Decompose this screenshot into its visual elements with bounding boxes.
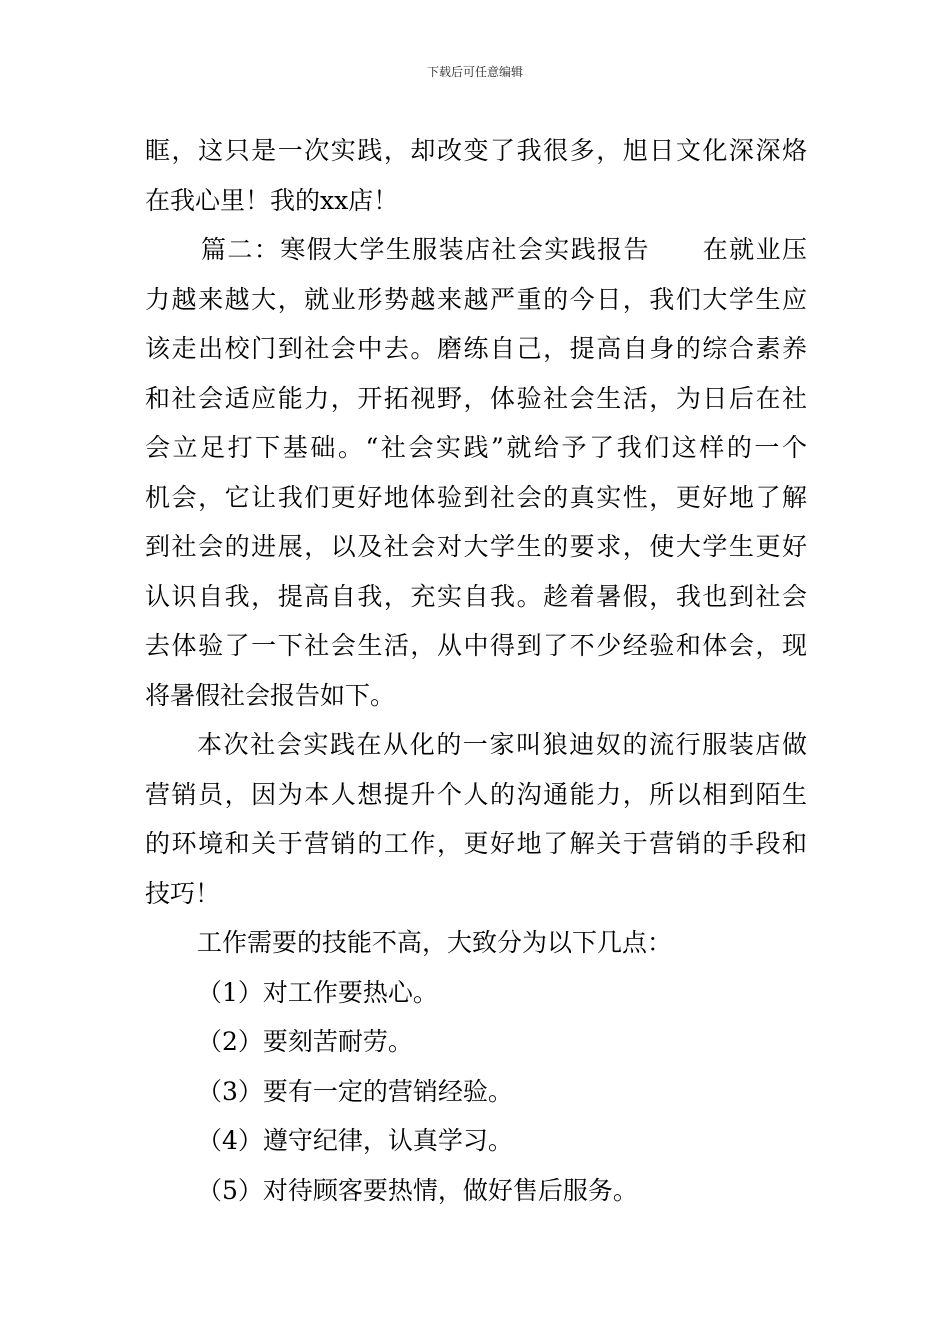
paragraph-3-line-3: 的环境和关于营销的工作，更好地了解关于营销的手段和 xyxy=(145,829,807,858)
document-body xyxy=(145,126,807,1215)
paragraph-3-line-4: 技巧！ xyxy=(145,878,221,908)
paragraph-2-line-7: 到社会的进展，以及社会对大学生的要求，使大学生更好 xyxy=(145,532,807,561)
paragraph-2-line-10: 将暑假社会报告如下。 xyxy=(145,680,396,710)
paragraph-2-line-1: 篇二：寒假大学生服装店社会实践报告 在就业压 xyxy=(201,235,807,264)
paragraph-3-line-2: 营销员，因为本人想提升个人的沟通能力，所以相到陌生 xyxy=(145,779,807,809)
paragraph-2-line-5: 会立足打下基础。“社会实践”就给予了我们这样的一个 xyxy=(145,433,807,462)
paragraph-2-line-3: 该走出校门到社会中去。磨练自己，提高自身的综合素养 xyxy=(145,334,807,363)
paragraph-2-line-4: 和社会适应能力，开拓视野，体验社会生活，为日后在社 xyxy=(145,383,807,413)
list-item-5: （5）对待顾客要热情，做好售后服务。 xyxy=(197,1175,638,1205)
paragraph-2-line-9: 去体验了一下社会生活，从中得到了不少经验和体会，现 xyxy=(145,631,807,660)
list-item-3: （3）要有一定的营销经验。 xyxy=(197,1076,513,1106)
list-item-1: （1）对工作要热心。 xyxy=(197,977,438,1007)
paragraph-2-line-8: 认识自我，提高自我，充实自我。趁着暑假，我也到社会 xyxy=(145,581,807,611)
paragraph-1-line-1: 眶，这只是一次实践，却改变了我很多，旭日文化深深烙 xyxy=(145,136,807,165)
paragraph-2-line-6: 机会，它让我们更好地体验到社会的真实性，更好地了解 xyxy=(145,482,807,512)
page-header: 下载后可任意编辑 xyxy=(426,65,523,79)
paragraph-3-line-1: 本次社会实践在从化的一家叫狼迪奴的流行服装店做 xyxy=(197,730,807,759)
paragraph-4-line-1: 工作需要的技能不高，大致分为以下几点： xyxy=(197,928,673,957)
paragraph-1-line-2: 在我心里！我的xx店！ xyxy=(145,185,399,215)
list-item-4: （4）遵守纪律，认真学习。 xyxy=(197,1126,513,1155)
paragraph-2-line-2: 力越来越大，就业形势越来越严重的今日，我们大学生应 xyxy=(145,284,807,314)
list-item-2: （2）要刻苦耐劳。 xyxy=(197,1027,413,1056)
